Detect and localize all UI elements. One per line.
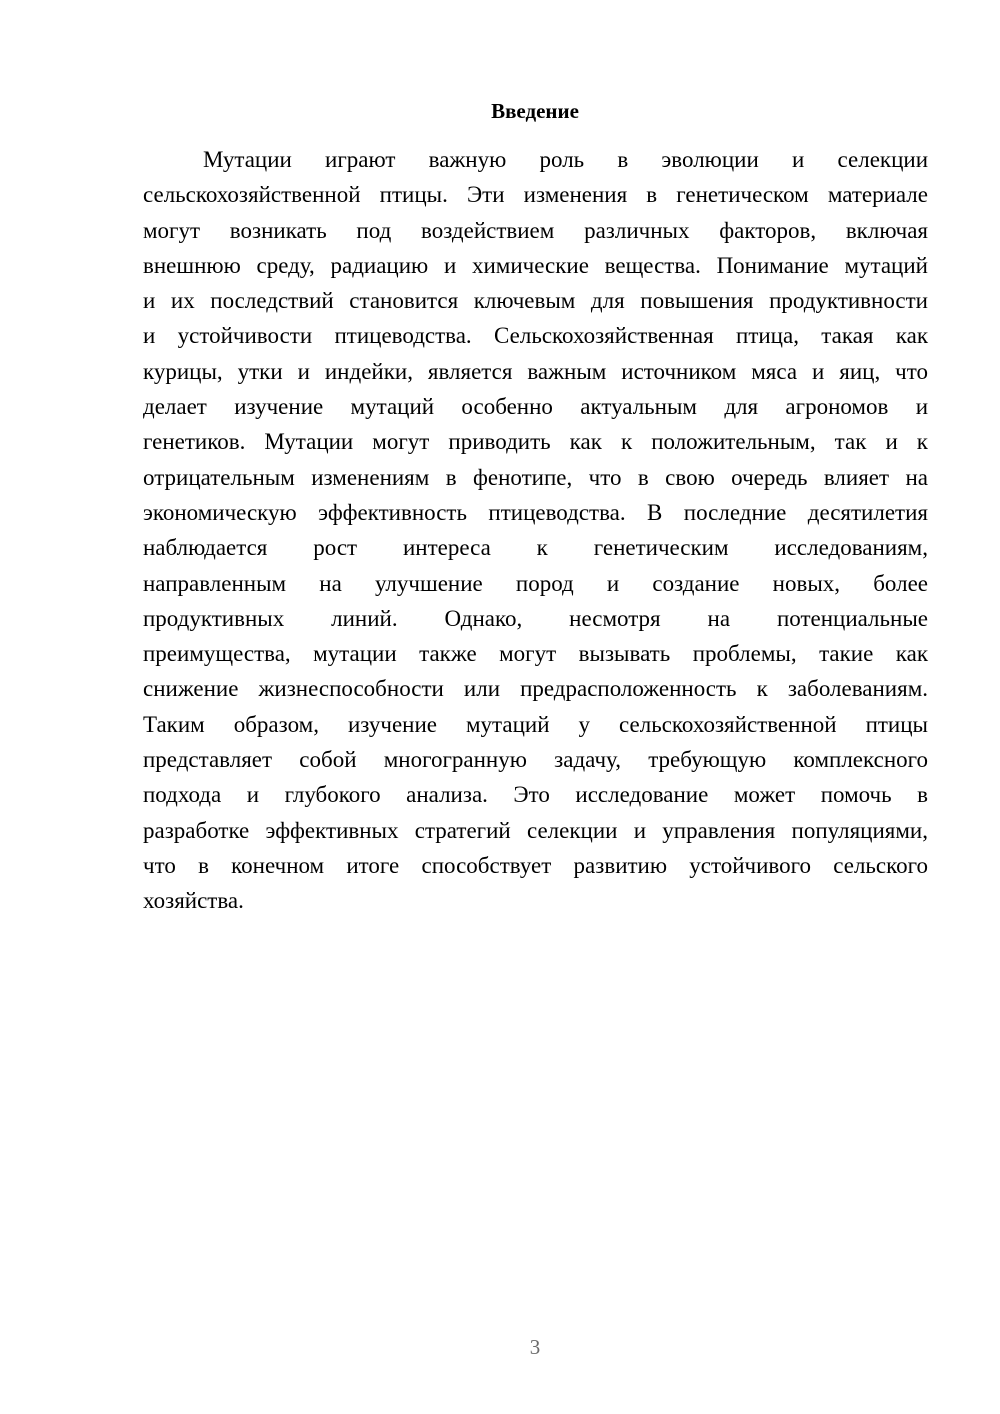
paragraph-line: что в конечном итоге способствует развитию устойчивого сельского: [143, 852, 928, 878]
paragraph-line: разработке эффективных стратегий селекции и управления популяциями,: [143, 817, 928, 843]
paragraph-line: Мутации играют важную роль в эволюции и селекции: [203, 147, 928, 172]
paragraph-line: хозяйства.: [143, 888, 244, 914]
paragraph-line: генетиков. Мутации могут приводить как к положительным, так и к: [143, 429, 928, 455]
paragraph-line: наблюдается рост интереса к генетическим исследованиям,: [143, 535, 928, 561]
section-heading: Введение: [491, 99, 579, 123]
paragraph-line: курицы, утки и индейки, является важным источником мяса и яиц, что: [143, 358, 928, 384]
page-number: 3: [529, 1335, 541, 1359]
paragraph-line: могут возникать под воздействием различных факторов, включая: [143, 217, 928, 243]
paragraph-line: и их последствий становится ключевым для повышения продуктивности: [143, 288, 928, 314]
paragraph-line: и устойчивости птицеводства. Сельскохозяйственная птица, такая как: [143, 323, 928, 349]
paragraph-line: преимущества, мутации также могут вызывать проблемы, такие как: [143, 641, 928, 667]
body-paragraph: [143, 142, 928, 919]
paragraph-line: направленным на улучшение пород и создание новых, более: [143, 570, 928, 596]
paragraph-line: представляет собой многогранную задачу, требующую комплексного: [143, 747, 928, 773]
paragraph-line: делает изучение мутаций особенно актуальным для агрономов и: [143, 394, 928, 420]
paragraph-line: экономическую эффективность птицеводства. В последние десятилетия: [143, 499, 928, 525]
paragraph-line: Таким образом, изучение мутаций у сельскохозяйственной птицы: [143, 711, 928, 737]
paragraph-line: внешнюю среду, радиацию и химические вещества. Понимание мутаций: [143, 252, 928, 278]
paragraph-line: отрицательным изменениям в фенотипе, что в свою очередь влияет на: [143, 464, 928, 490]
paragraph-line: снижение жизнеспособности или предрасположенность к заболеваниям.: [143, 676, 928, 702]
paragraph-line: продуктивных линий. Однако, несмотря на потенциальные: [143, 605, 928, 631]
paragraph-line: сельскохозяйственной птицы. Эти изменения в генетическом материале: [143, 182, 928, 208]
paragraph-line: подхода и глубокого анализа. Это исследование может помочь в: [143, 782, 928, 808]
